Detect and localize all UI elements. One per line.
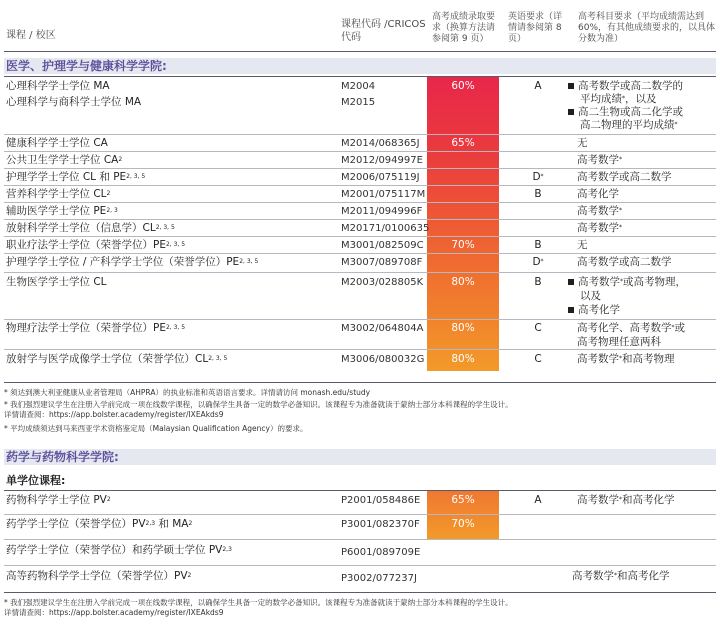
course-name xyxy=(6,222,175,235)
footnote: * 我们强烈建议学生在注册入学前完成一项在线数学课程，以确保学生具备一定的数学必备知识。该课程专为准备就读于蒙纳士部分本科课程的学生设计。 xyxy=(4,598,513,607)
footnote-mark: 2,3 xyxy=(145,520,156,527)
req-line: 高考数学*和高考物理 xyxy=(577,353,675,365)
course-label: 放射科学学士学位（信息学）CL xyxy=(6,222,156,234)
subject-requirement xyxy=(568,276,686,289)
section-divider xyxy=(4,490,716,491)
footnote-mark: 2 xyxy=(188,520,193,527)
score-value: 80% xyxy=(451,322,475,334)
subject-requirement xyxy=(577,322,685,335)
header-score: 高考成绩录取要求（换算方法请参阅第 9 页） xyxy=(432,12,496,44)
footnote-mark: * xyxy=(619,207,622,214)
row-divider xyxy=(4,349,716,350)
subject-requirement xyxy=(577,205,622,218)
subject-requirement xyxy=(577,353,675,366)
header-course: 课程 / 校区 xyxy=(6,30,56,41)
score-value: 60% xyxy=(451,80,475,92)
course-name xyxy=(6,205,118,218)
course-label: 公共卫生学学士学位 CA xyxy=(6,154,119,166)
header-subject: 高考科目要求（平均成绩需达到 60%，有其他成绩要求的，以具体分数为准） xyxy=(578,12,716,44)
course-name xyxy=(6,570,191,583)
course-label: 护理学学士学位 CL 和 PE xyxy=(6,171,127,183)
req-line: 高考化学、高考数学*或 xyxy=(577,322,685,334)
course-code: M2003/028805K xyxy=(341,277,424,288)
course-label: 放射学与医学成像学士学位（荣誉学位）CL xyxy=(6,353,209,365)
subject-requirement: 无 xyxy=(577,239,588,251)
header-english: 英语要求（详情请参阅第 8 页） xyxy=(508,12,563,44)
course-code: M2004 xyxy=(341,81,376,92)
subject-requirement xyxy=(568,304,620,317)
score-value: 80% xyxy=(451,276,475,288)
score-value: 70% xyxy=(451,239,475,251)
course-code: M2011/094996F xyxy=(341,206,423,217)
subject-requirement xyxy=(577,494,675,507)
english-value: B xyxy=(534,239,542,251)
course-label: 药物科学学士学位 PV xyxy=(6,494,107,506)
eng-label: D xyxy=(532,171,541,183)
footnote-mark: 2 xyxy=(118,156,123,163)
course-name xyxy=(6,171,145,184)
footnote-mark: 2, 3, 5 xyxy=(239,258,259,265)
course-name xyxy=(6,154,122,167)
header-divider xyxy=(4,51,716,52)
english-value: B xyxy=(534,188,542,200)
english-value xyxy=(528,171,548,184)
course-name xyxy=(6,518,192,531)
footnote-mark: * xyxy=(540,258,544,265)
req-line: 高二物理的平均成绩* xyxy=(580,119,678,131)
course-code: M2012/094997E xyxy=(341,155,423,166)
subject-requirement: 高考化学 xyxy=(577,188,619,200)
row-divider xyxy=(4,539,716,540)
course-label-tail: 和 MA xyxy=(155,518,189,530)
bullet-icon xyxy=(568,307,574,313)
bullet-icon xyxy=(568,109,574,115)
course-name xyxy=(6,494,111,507)
req-line: 高考数学 xyxy=(577,222,619,234)
course-name xyxy=(6,239,185,252)
req-line: 高二生物或高二化学或 xyxy=(578,106,683,118)
row-divider xyxy=(4,319,716,320)
english-value: A xyxy=(534,494,542,506)
section-pharmacy-title: 药学与药物科学学院: xyxy=(4,449,716,465)
footnote: * 平均成绩须达到马来西亚学术资格鉴定局（Malaysian Qualification Agency）的要求。 xyxy=(4,424,308,433)
footnote-mark: 2,3 xyxy=(222,546,232,553)
course-code: M3002/064804A xyxy=(341,323,424,334)
row-divider xyxy=(4,185,716,186)
subject-requirement xyxy=(577,222,622,235)
req-line: 高考数学*和高考化学 xyxy=(572,570,670,582)
footnote-mark: 2, 3, 5 xyxy=(165,241,186,248)
course-label: 药学学士学位（荣誉学位）PV xyxy=(6,518,146,530)
course-code: M2014/068365J xyxy=(341,138,420,149)
score-value: 80% xyxy=(451,353,475,365)
row-divider xyxy=(4,219,716,220)
course-name xyxy=(6,188,110,201)
table-bottom-divider xyxy=(4,592,716,593)
footnote: 详情请查阅：https://app.bolster.academy/register/IXEAkds9 xyxy=(4,608,224,617)
course-label: 高等药物科学学士学位（荣誉学位）PV xyxy=(6,570,188,582)
req-line: 高考数学*和高考化学 xyxy=(577,494,675,506)
course-name xyxy=(6,544,232,557)
course-code: M20171/0100635 xyxy=(341,223,430,234)
course-code: M2006/075119J xyxy=(341,172,420,183)
footnote-mark: 2, 3, 5 xyxy=(208,355,228,362)
course-name xyxy=(6,322,185,335)
footnote-mark: * xyxy=(619,224,622,231)
course-code: M2015 xyxy=(341,97,376,108)
req-line: 平均成绩*，以及 xyxy=(580,93,657,105)
subject-requirement xyxy=(580,119,678,132)
row-divider xyxy=(4,253,716,254)
score-value: 70% xyxy=(451,518,475,530)
course-code: P3002/077237J xyxy=(341,573,417,584)
table-bottom-divider xyxy=(4,382,716,383)
row-divider xyxy=(4,565,716,566)
subject-requirement: 高考数学或高二数学 xyxy=(577,171,672,183)
course-code: P3001/082370F xyxy=(341,519,420,530)
score-value: 65% xyxy=(451,137,475,149)
english-value xyxy=(528,256,548,269)
footnote-mark: * xyxy=(619,156,622,163)
footnote-mark: 2, 3, 5 xyxy=(165,324,186,331)
req-line: 高考数学 xyxy=(577,154,619,166)
course-label: 营养科学学士学位 CL xyxy=(6,188,107,200)
req-line: 高考数学或高二数学的 xyxy=(578,80,683,92)
footnote: * 我们强烈建议学生在注册入学前完成一项在线数学课程，以确保学生具备一定的数学必备知识。该课程专为准备就读于蒙纳士部分本科课程的学生设计。 xyxy=(4,400,513,409)
footnote-mark: 2, 3, 5 xyxy=(155,224,175,231)
subject-requirement: 高考物理任意两科 xyxy=(577,336,661,348)
course-code: M3007/089708F xyxy=(341,257,423,268)
subject-requirement: 以及 xyxy=(580,290,601,302)
footnote-mark: 2, 3, 5 xyxy=(126,173,146,180)
score-value: 65% xyxy=(451,494,475,506)
course-code: P6001/089709E xyxy=(341,547,421,558)
section-medicine-title: 医学、护理学与健康科学学院: xyxy=(4,58,716,74)
subject-requirement: 高考数学或高二数学 xyxy=(577,256,672,268)
course-name xyxy=(6,256,258,269)
course-name: 心理科学与商科学士学位 MA xyxy=(6,96,142,108)
footnote: * 须达到澳大利亚健康从业者管理局（AHPRA）的执业标准和英语语言要求。详情请访问 monash.edu/study xyxy=(4,388,371,397)
footnote-mark: * xyxy=(540,173,544,180)
course-name: 健康科学学士学位 CA xyxy=(6,137,108,149)
course-name: 心理科学学士学位 MA xyxy=(6,80,110,92)
english-value: C xyxy=(534,322,542,334)
english-value: C xyxy=(534,353,542,365)
course-code: M3001/082509C xyxy=(341,240,424,251)
subject-requirement xyxy=(568,80,683,93)
english-value: B xyxy=(534,276,542,288)
req-line: 高考数学 xyxy=(577,205,619,217)
subject-requirement xyxy=(572,570,670,583)
section-divider xyxy=(4,76,716,77)
course-label: 物理疗法学士学位（荣誉学位）PE xyxy=(6,322,166,334)
eng-label: D xyxy=(532,256,541,268)
course-code: P2001/058486E xyxy=(341,495,421,506)
row-divider xyxy=(4,151,716,152)
course-label: 药学学士学位（荣誉学位）和药学硕士学位 PV xyxy=(6,544,223,556)
footnote: 详情请查阅：https://app.bolster.academy/register/IXEAkds9 xyxy=(4,410,224,419)
bullet-icon xyxy=(568,279,574,285)
footnote-mark: 2 xyxy=(106,190,111,197)
row-divider xyxy=(4,202,716,203)
row-divider xyxy=(4,236,716,237)
subject-requirement xyxy=(568,106,683,119)
course-label: 职业疗法学士学位（荣誉学位）PE xyxy=(6,239,166,251)
req-line: 高考化学 xyxy=(578,304,620,316)
course-label: 辅助医学学士学位 PE xyxy=(6,205,107,217)
row-divider xyxy=(4,168,716,169)
course-label: 护理学学士学位 / 产科学学士学位（荣誉学位）PE xyxy=(6,256,240,268)
bullet-icon xyxy=(568,83,574,89)
course-code: M3006/080032G xyxy=(341,354,425,365)
course-code: M2001/075117M xyxy=(341,189,426,200)
footnote-mark: 2, 3 xyxy=(106,207,118,214)
row-divider xyxy=(4,272,716,273)
req-line: 高考数学*或高考物理， xyxy=(578,276,686,288)
footnote-mark: 2 xyxy=(106,496,111,503)
subject-requirement xyxy=(580,93,657,106)
row-divider xyxy=(4,514,716,515)
header-code: 课程代码 /CRICOS 代码 xyxy=(341,19,426,43)
footnote-mark: 2 xyxy=(187,572,192,579)
row-divider xyxy=(4,134,716,135)
single-degree-label: 单学位课程: xyxy=(6,474,66,487)
course-name xyxy=(6,353,227,366)
course-name: 生物医学学士学位 CL xyxy=(6,276,107,288)
subject-requirement: 无 xyxy=(577,137,588,149)
subject-requirement xyxy=(577,154,622,167)
english-value: A xyxy=(534,80,542,92)
